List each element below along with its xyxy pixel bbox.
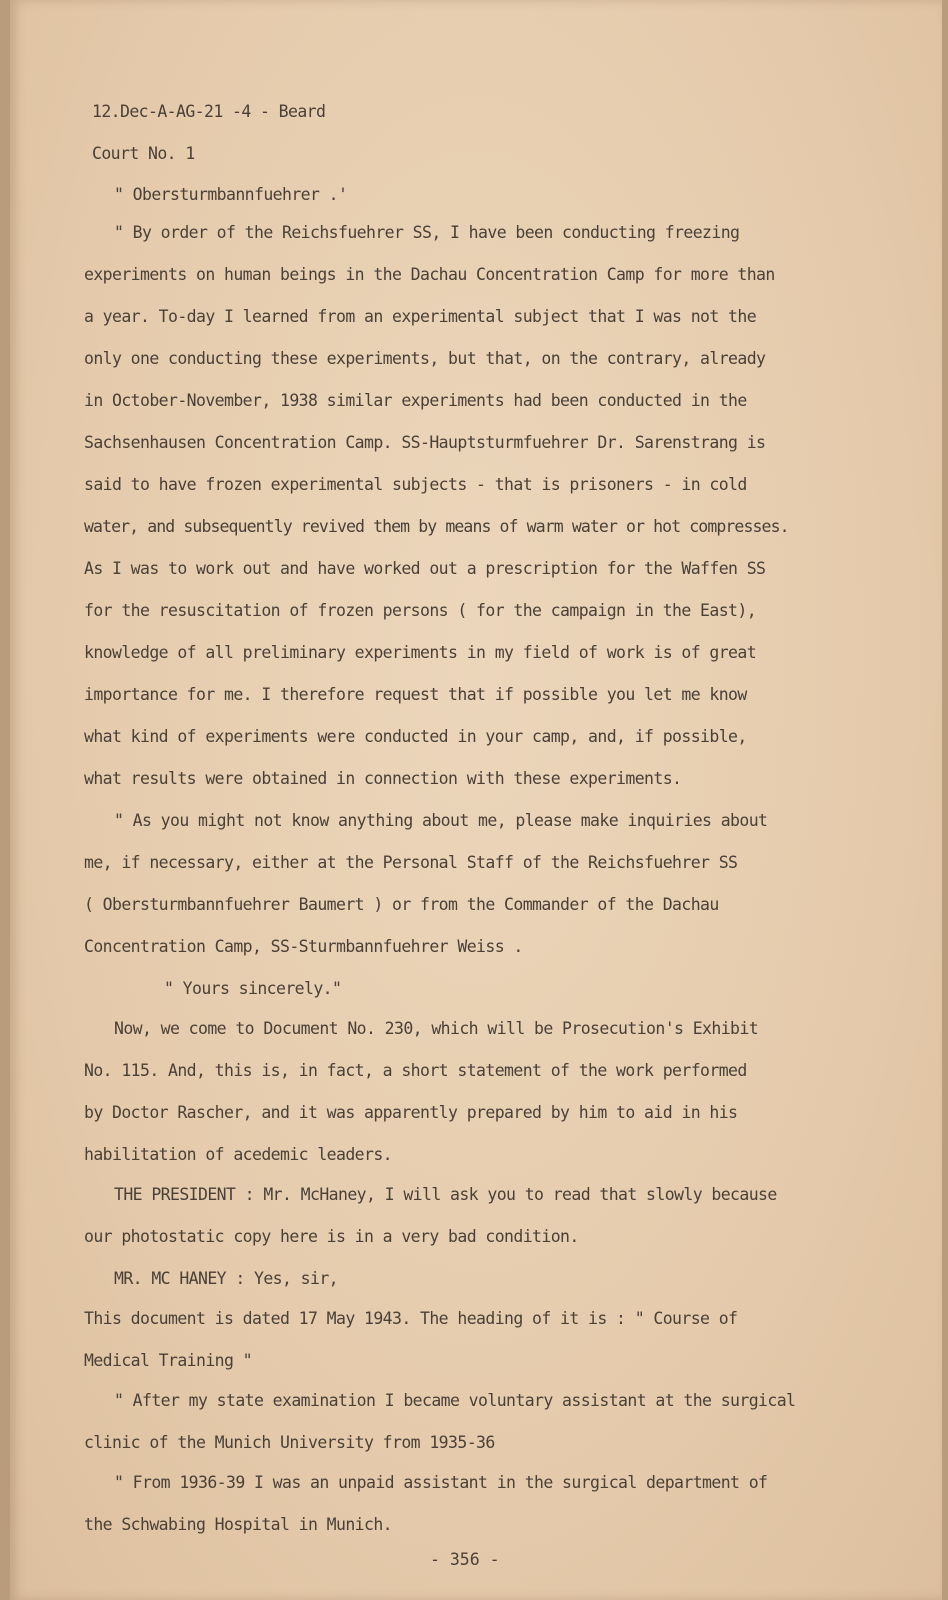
text-line: a year. To-day I learned from an experimental subject that I was not the — [84, 307, 757, 326]
document-page — [10, 0, 942, 1600]
text-line: me, if necessary, either at the Personal Staff of the Reichsfuehrer SS — [84, 853, 738, 872]
text-line: No. 115. And, this is, in fact, a short statement of the work performed — [84, 1061, 747, 1080]
text-line: for the resuscitation of frozen persons ( for the campaign in the East), — [84, 601, 757, 620]
text-line: knowledge of all preliminary experiments in my field of work is of great — [84, 643, 757, 662]
text-line: " After my state examination I became voluntary assistant at the surgical — [114, 1391, 796, 1410]
text-line: Medical Training " — [84, 1351, 253, 1370]
text-line: ( Obersturmbannfuehrer Baumert ) or from the Commander of the Dachau — [84, 895, 719, 914]
text-line: " By order of the Reichsfuehrer SS, I have been conducting freezing — [114, 223, 740, 242]
text-line: the Schwabing Hospital in Munich. — [84, 1515, 393, 1534]
text-line: by Doctor Rascher, and it was apparently prepared by him to aid in his — [84, 1103, 738, 1122]
text-line: only one conducting these experiments, but that, on the contrary, already — [84, 349, 766, 368]
text-line: " Obersturmbannfuehrer .' — [114, 185, 348, 204]
text-line: " As you might not know anything about me, please make inquiries about — [114, 811, 768, 830]
text-line: " From 1936-39 I was an unpaid assistant in the surgical department of — [114, 1473, 768, 1492]
text-line: what kind of experiments were conducted in your camp, and, if possible, — [84, 727, 747, 746]
text-line: Sachsenhausen Concentration Camp. SS-Hauptsturmfuehrer Dr. Sarenstrang is — [84, 433, 766, 452]
text-line: " Yours sincerely." — [164, 979, 342, 998]
text-line: what results were obtained in connection with these experiments. — [84, 769, 682, 788]
text-line: in October-November, 1938 similar experiments had been conducted in the — [84, 391, 747, 410]
text-line: This document is dated 17 May 1943. The heading of it is : " Course of — [84, 1309, 738, 1328]
text-line: Concentration Camp, SS-Sturmbannfuehrer Weiss . — [84, 937, 523, 956]
text-line: our photostatic copy here is in a very bad condition. — [84, 1227, 579, 1246]
text-line: experiments on human beings in the Dachau Concentration Camp for more than — [84, 265, 775, 284]
text-line: habilitation of acedemic leaders. — [84, 1145, 393, 1164]
text-line: said to have frozen experimental subjects - that is prisoners - in cold — [84, 475, 747, 494]
text-line: As I was to work out and have worked out a prescription for the Waffen SS — [84, 559, 766, 578]
header-reference: 12.Dec-A-AG-21 -4 - Beard — [92, 102, 326, 121]
text-line: clinic of the Munich University from 1935-36 — [84, 1433, 495, 1452]
text-line: importance for me. I therefore request that if possible you let me know — [84, 685, 747, 704]
page-number: - 356 - — [430, 1550, 500, 1569]
text-line: THE PRESIDENT : Mr. McHaney, I will ask you to read that slowly because — [114, 1185, 777, 1204]
text-line: MR. MC HANEY : Yes, sir, — [114, 1269, 339, 1288]
text-line: Now, we come to Document No. 230, which will be Prosecution's Exhibit — [114, 1019, 759, 1038]
text-line: water, and subsequently revived them by means of warm water or hot compresses. — [84, 517, 789, 536]
header-court: Court No. 1 — [92, 144, 195, 163]
